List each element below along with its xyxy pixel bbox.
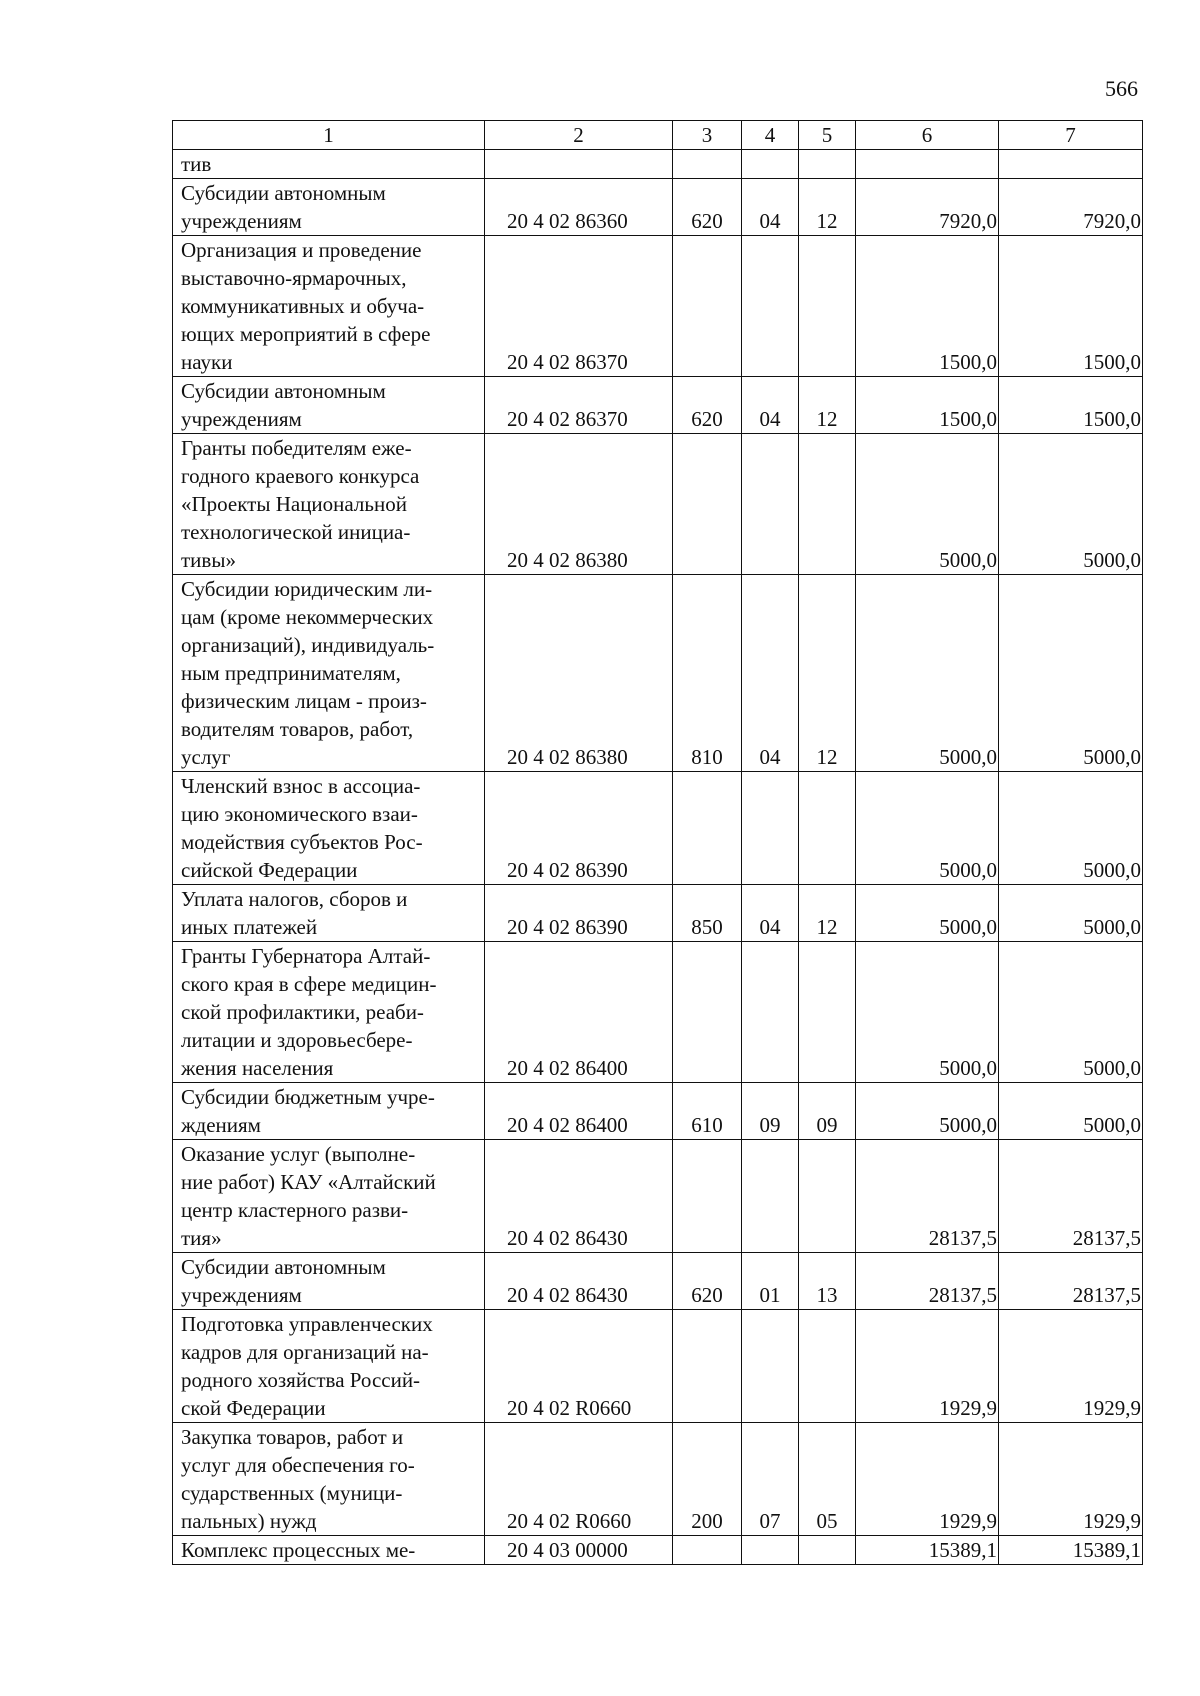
row-amount-2: 1929,9	[999, 1310, 1143, 1423]
row-amount-2: 5000,0	[999, 434, 1143, 575]
row-amount-2: 5000,0	[999, 885, 1143, 942]
header-cell: 5	[799, 121, 856, 150]
row-col3	[673, 1536, 742, 1565]
header-row	[173, 121, 1143, 150]
row-amount-2: 5000,0	[999, 1083, 1143, 1140]
row-amount-2: 5000,0	[999, 575, 1143, 772]
row-col5	[799, 236, 856, 377]
row-code: 20 4 03 00000	[485, 1536, 673, 1565]
row-description: Гранты победителям еже- годного краевого конкурса «Проекты Национальной технологической инициа- тивы»	[173, 434, 485, 575]
row-col4: 07	[742, 1423, 799, 1536]
header-cell: 3	[673, 121, 742, 150]
row-code: 20 4 02 R0660	[485, 1310, 673, 1423]
row-col4	[742, 1140, 799, 1253]
row-description: Субсидии автономным учреждениям	[173, 377, 485, 434]
row-col4	[742, 434, 799, 575]
row-description: Субсидии автономным учреждениям	[173, 179, 485, 236]
row-description: Организация и проведение выставочно-ярмарочных, коммуникативных и обуча- ющих мероприятий в сфере науки	[173, 236, 485, 377]
row-col5: 12	[799, 575, 856, 772]
row-col3	[673, 236, 742, 377]
table-row	[173, 434, 1143, 575]
row-col5: 12	[799, 377, 856, 434]
row-amount-1: 7920,0	[856, 179, 999, 236]
row-col4	[742, 1536, 799, 1565]
row-description: тив	[173, 150, 485, 179]
row-code: 20 4 02 86400	[485, 1083, 673, 1140]
row-amount-1: 5000,0	[856, 1083, 999, 1140]
row-description: Гранты Губернатора Алтай- ского края в сфере медицин- ской профилактики, реаби- литации и здоровьесбере- жения населения	[173, 942, 485, 1083]
header-cell: 2	[485, 121, 673, 150]
row-col3: 620	[673, 377, 742, 434]
row-amount-2: 1500,0	[999, 377, 1143, 434]
row-col5: 12	[799, 179, 856, 236]
row-code: 20 4 02 86370	[485, 377, 673, 434]
table-row	[173, 179, 1143, 236]
row-description: Членский взнос в ассоциа- цию экономического взаи- модействия субъектов Рос- сийской Федерации	[173, 772, 485, 885]
row-col5: 05	[799, 1423, 856, 1536]
row-col5	[799, 150, 856, 179]
row-col5	[799, 434, 856, 575]
row-col4: 09	[742, 1083, 799, 1140]
table-row	[173, 1140, 1143, 1253]
row-amount-2: 5000,0	[999, 942, 1143, 1083]
row-col5: 12	[799, 885, 856, 942]
table-row	[173, 150, 1143, 179]
row-code: 20 4 02 86430	[485, 1140, 673, 1253]
row-amount-1: 15389,1	[856, 1536, 999, 1565]
row-amount-1: 1500,0	[856, 377, 999, 434]
row-amount-2: 1929,9	[999, 1423, 1143, 1536]
budget-table	[172, 120, 1143, 1565]
row-code: 20 4 02 R0660	[485, 1423, 673, 1536]
row-code	[485, 150, 673, 179]
row-col3: 620	[673, 179, 742, 236]
row-amount-1: 5000,0	[856, 772, 999, 885]
row-amount-1: 1929,9	[856, 1310, 999, 1423]
table-row	[173, 1423, 1143, 1536]
row-amount-1: 5000,0	[856, 434, 999, 575]
row-col5	[799, 942, 856, 1083]
table-row	[173, 575, 1143, 772]
table-row	[173, 1253, 1143, 1310]
table-row	[173, 1310, 1143, 1423]
row-amount-1: 5000,0	[856, 942, 999, 1083]
table-row	[173, 942, 1143, 1083]
table-row	[173, 236, 1143, 377]
row-col4	[742, 772, 799, 885]
header-cell: 6	[856, 121, 999, 150]
row-col4: 01	[742, 1253, 799, 1310]
header-cell: 1	[173, 121, 485, 150]
row-col3	[673, 150, 742, 179]
row-amount-2: 1500,0	[999, 236, 1143, 377]
row-amount-1: 5000,0	[856, 885, 999, 942]
row-code: 20 4 02 86360	[485, 179, 673, 236]
row-description: Субсидии бюджетным учре- ждениям	[173, 1083, 485, 1140]
row-code: 20 4 02 86390	[485, 885, 673, 942]
row-description: Оказание услуг (выполне- ние работ) КАУ «Алтайский центр кластерного разви- тия»	[173, 1140, 485, 1253]
row-description: Субсидии юридическим ли- цам (кроме некоммерческих организаций), индивидуаль- ным предпринимателям, физическим лицам - произ- водителям товаров, работ, услуг	[173, 575, 485, 772]
row-col5: 13	[799, 1253, 856, 1310]
row-code: 20 4 02 86380	[485, 575, 673, 772]
row-amount-2: 15389,1	[999, 1536, 1143, 1565]
header-cell: 7	[999, 121, 1143, 150]
table-row	[173, 885, 1143, 942]
row-col5	[799, 1310, 856, 1423]
row-col3	[673, 772, 742, 885]
row-description: Подготовка управленческих кадров для организаций на- родного хозяйства Россий- ской Федерации	[173, 1310, 485, 1423]
row-amount-1: 5000,0	[856, 575, 999, 772]
row-amount-1	[856, 150, 999, 179]
row-description: Комплекс процессных ме-	[173, 1536, 485, 1565]
row-amount-2: 7920,0	[999, 179, 1143, 236]
row-col5	[799, 772, 856, 885]
table-row	[173, 377, 1143, 434]
row-col3	[673, 1140, 742, 1253]
row-col4: 04	[742, 885, 799, 942]
row-amount-2: 28137,5	[999, 1140, 1143, 1253]
row-col3	[673, 1310, 742, 1423]
row-col3: 620	[673, 1253, 742, 1310]
row-code: 20 4 02 86390	[485, 772, 673, 885]
table-row	[173, 1536, 1143, 1565]
row-description: Субсидии автономным учреждениям	[173, 1253, 485, 1310]
row-col5: 09	[799, 1083, 856, 1140]
row-col3: 200	[673, 1423, 742, 1536]
row-col4: 04	[742, 377, 799, 434]
row-amount-1: 28137,5	[856, 1253, 999, 1310]
row-amount-2	[999, 150, 1143, 179]
row-col4	[742, 942, 799, 1083]
row-col3: 850	[673, 885, 742, 942]
row-col3	[673, 942, 742, 1083]
table-row	[173, 772, 1143, 885]
row-code: 20 4 02 86430	[485, 1253, 673, 1310]
row-col5	[799, 1536, 856, 1565]
row-amount-1: 1500,0	[856, 236, 999, 377]
row-amount-1: 1929,9	[856, 1423, 999, 1536]
row-col4	[742, 236, 799, 377]
row-col3: 810	[673, 575, 742, 772]
row-description: Уплата налогов, сборов и иных платежей	[173, 885, 485, 942]
row-code: 20 4 02 86370	[485, 236, 673, 377]
page-number: 566	[1105, 76, 1138, 101]
row-col4: 04	[742, 179, 799, 236]
row-amount-2: 28137,5	[999, 1253, 1143, 1310]
row-col4: 04	[742, 575, 799, 772]
row-col3	[673, 434, 742, 575]
row-amount-1: 28137,5	[856, 1140, 999, 1253]
row-col5	[799, 1140, 856, 1253]
header-cell: 4	[742, 121, 799, 150]
row-code: 20 4 02 86400	[485, 942, 673, 1083]
table-row	[173, 1083, 1143, 1140]
row-col4	[742, 150, 799, 179]
row-code: 20 4 02 86380	[485, 434, 673, 575]
row-description: Закупка товаров, работ и услуг для обеспечения го- сударственных (муници- пальных) нужд	[173, 1423, 485, 1536]
row-col4	[742, 1310, 799, 1423]
row-col3: 610	[673, 1083, 742, 1140]
row-amount-2: 5000,0	[999, 772, 1143, 885]
